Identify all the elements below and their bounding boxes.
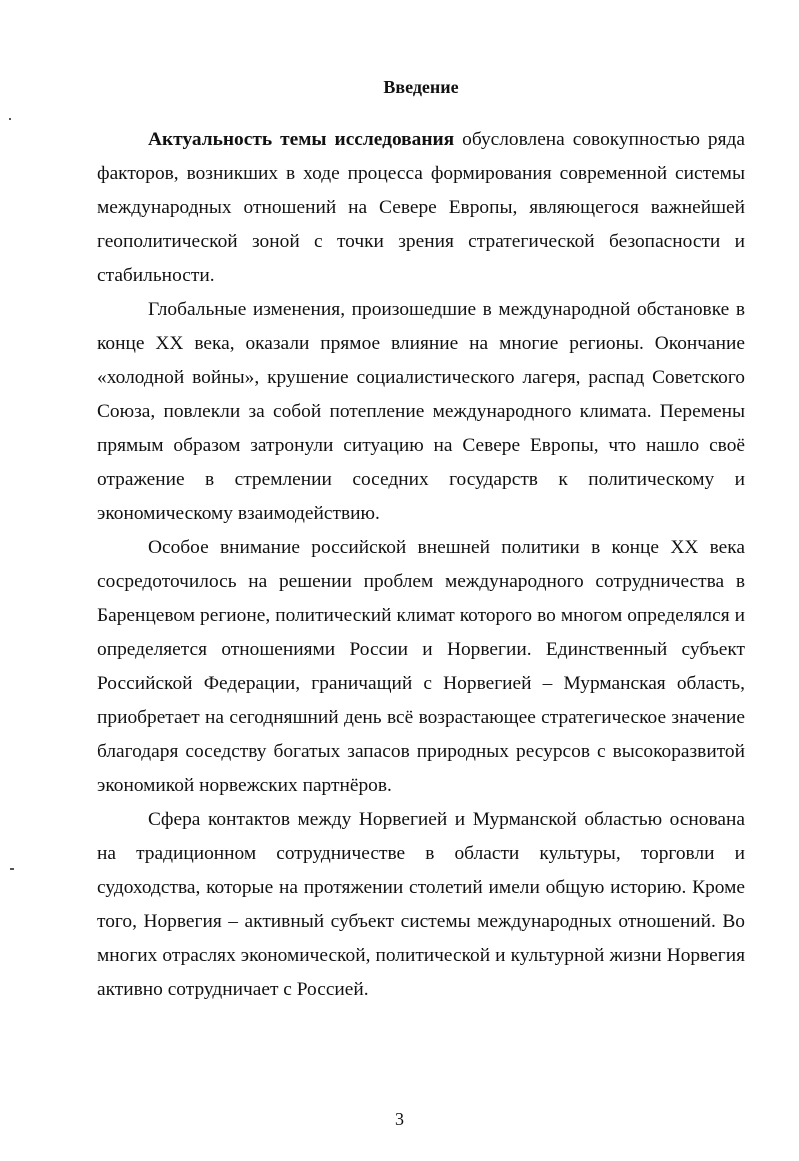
page-number: 3 (395, 1109, 404, 1129)
paragraph-russian-policy: Особое внимание российской внешней политики в конце XX века сосредоточилось на решении проблем международного сотрудничества в Баренцевом регионе, политический климат которого во многом определялся и определяется отношениями России и Норвегии. Единственный субъект Российской Федерации, граничащий с Норвегией – Мурманская область, приобретает на сегодняшний день всё возрастающее стратегическое значение благодаря соседству богатых запасов природных ресурсов с высокоразвитой экономикой норвежских партнёров. (97, 537, 745, 796)
scan-speck (9, 118, 11, 120)
document-page (97, 70, 745, 1007)
relevance-text: обусловлена совокупностью ряда факторов, возникших в ходе процесса формирования современной системы международных отношений на Севере Европы, являющегося важнейшей геополитической зоной с точки зрения стратегической безопасности и стабильности. (97, 129, 745, 286)
paragraph-relevance (97, 123, 745, 293)
paragraph-contacts: Сфера контактов между Норвегией и Мурманской областью основана на традиционном сотрудничестве в области культуры, торговли и судоходства, которые на протяжении столетий имели общую историю. Кроме того, Норвегия – активный субъект системы международных отношений. Во многих отраслях экономической, политической и культурной жизни Норвегия активно сотрудничает с Россией. (97, 809, 745, 1000)
paragraph-global-changes: Глобальные изменения, произошедшие в международной обстановке в конце XX века, оказали прямое влияние на многие регионы. Окончание «холодной войны», крушение социалистического лагеря, распад Советского Союза, повлекли за собой потепление международного климата. Перемены прямым образом затронули ситуацию на Севере Европы, что нашло своё отражение в стремлении соседних государств к политическому и экономическому взаимодействию. (97, 299, 745, 524)
section-title: Введение (383, 77, 459, 97)
relevance-lead: Актуальность темы исследования (148, 129, 455, 150)
scan-speck (10, 868, 14, 870)
